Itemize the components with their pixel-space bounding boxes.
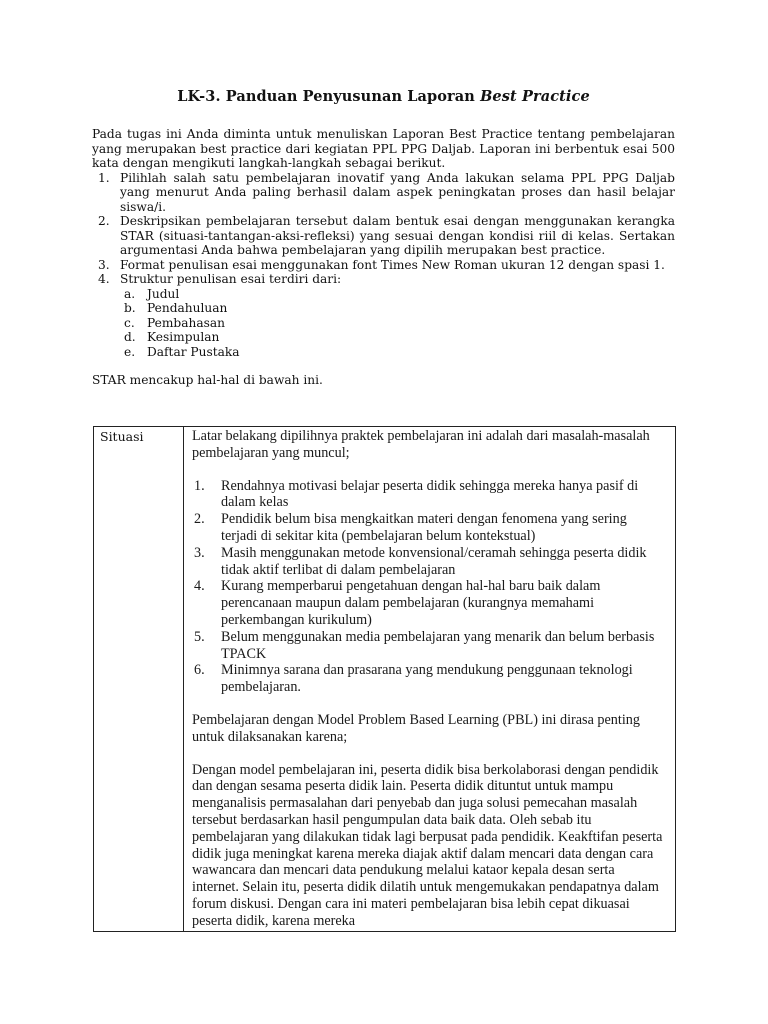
document-page	[92, 88, 675, 399]
step-item	[92, 214, 675, 258]
title-italic: Best Practice	[480, 88, 590, 105]
reason-number: 6.	[194, 662, 205, 679]
reason-item	[192, 545, 665, 579]
structure-letter: d.	[124, 330, 136, 344]
reason-item	[192, 629, 665, 663]
structure-item	[120, 330, 675, 345]
star-intro: STAR mencakup hal-hal di bawah ini.	[92, 373, 323, 387]
structure-text: Pendahuluan	[147, 301, 228, 315]
situasi-label: Situasi	[94, 427, 184, 932]
closing-paragraph: Dengan model pembelajaran ini, peserta didik bisa berkolaborasi dengan pendidik dan dengan sesama peserta didik lain. Peserta didik dituntut untuk mampu menganalisis permasalahan dari penyebab dan juga solusi pemecahan masalah tersebut berdasarkan hasil pengumpulan data baik data. Oleh sebab itu pembelajaran yang dilakukan tidak lagi berpusat pada pendidik. Keakftifan peserta didik juga meningkat karena mereka diajak aktif dalam mencari data dengan cara wawancara dan mencari data pendukung melalui kataor kepala desan serta internet. Selain itu, peserta didik dilatih untuk mengemukakan pendapatnya dalam forum diskusi. Dengan cara ini materi pembelajaran bisa lebih cepat dikuasai peserta didik, karena mereka	[192, 761, 663, 929]
title-main: LK-3. Panduan Penyusunan Laporan	[177, 88, 481, 105]
situasi-content-clip	[192, 428, 665, 931]
reason-text: Belum menggunakan media pembelajaran yang menarik dan belum berbasis TPACK	[221, 628, 655, 662]
intro-paragraph: Pada tugas ini Anda diminta untuk menuliskan Laporan Best Practice tentang pembelajaran yang merupakan best practice dari kegiatan PPL PPG Daljab. Laporan ini berbentuk esai 500 kata dengan mengikuti langkah-langkah sebagai berikut.	[92, 127, 675, 170]
step-number: 3.	[98, 257, 110, 272]
situasi-content	[184, 427, 676, 932]
spacer	[192, 696, 665, 712]
reason-item	[192, 478, 665, 512]
structure-list	[120, 287, 675, 360]
structure-item	[120, 345, 675, 360]
structure-letter: c.	[124, 315, 135, 330]
structure-item	[120, 316, 675, 331]
reason-number: 4.	[194, 578, 205, 595]
reason-text: Kurang memperbarui pengetahuan dengan hal-hal baru baik dalam perencanaan maupun dalam pembelajaran (kurangnya memahami perkembangan kurikulum)	[221, 578, 601, 628]
step-item	[92, 272, 675, 359]
reason-item	[192, 662, 665, 696]
structure-letter: b.	[124, 301, 136, 315]
step-number: 4.	[98, 272, 110, 286]
reason-item	[192, 511, 665, 545]
structure-text: Kesimpulan	[147, 330, 220, 344]
reason-number: 2.	[194, 511, 205, 528]
structure-text: Judul	[147, 286, 180, 301]
structure-letter: e.	[124, 344, 136, 359]
reason-number: 1.	[194, 477, 205, 494]
structure-text: Pembahasan	[147, 315, 225, 330]
reason-text: Minimnya sarana dan prasarana yang mendukung penggunaan teknologi pembelajaran.	[221, 662, 633, 696]
document-title	[92, 88, 675, 105]
step-text: Format penulisan esai menggunakan font Times New Roman ukuran 12 dengan spasi 1.	[120, 257, 665, 272]
step-text: Struktur penulisan esai terdiri dari:	[120, 272, 342, 286]
reason-item	[192, 578, 665, 628]
structure-item	[120, 301, 675, 316]
situasi-lead: Latar belakang dipilihnya praktek pembelajaran ini adalah dari masalah-masalah pembelajaran yang muncul;	[192, 428, 650, 461]
step-item	[92, 171, 675, 215]
spacer	[192, 462, 665, 478]
structure-letter: a.	[124, 286, 136, 301]
reason-text: Rendahnya motivasi belajar peserta didik sehingga mereka hanya pasif di dalam kelas	[221, 477, 639, 511]
reason-number: 3.	[194, 544, 205, 561]
reasons-list	[192, 478, 665, 696]
steps-list	[92, 171, 675, 360]
reason-number: 5.	[194, 628, 205, 645]
step-number: 2.	[98, 214, 110, 228]
reason-text: Pendidik belum bisa mengkaitkan materi dengan fenomena yang sering terjadi di sekitar kita (pembelajaran belum kontekstual)	[221, 511, 627, 544]
table-row	[94, 427, 676, 932]
structure-text: Daftar Pustaka	[147, 344, 240, 359]
step-number: 1.	[98, 170, 110, 185]
spacer	[192, 746, 665, 762]
star-table	[93, 426, 676, 932]
structure-item	[120, 287, 675, 302]
step-text: Deskripsikan pembelajaran tersebut dalam bentuk esai dengan menggunakan kerangka STAR (situasi-tantangan-aksi-refleksi) yang sesuai dengan kondisi riil di kelas. Sertakan argumentasi Anda bahwa pembelajaran yang dipilih merupakan best practice.	[120, 214, 675, 257]
step-item	[92, 258, 675, 273]
reason-text: Masih menggunakan metode konvensional/ceramah sehingga peserta didik tidak aktif terlibat di dalam pembelajaran	[221, 544, 647, 578]
pbl-paragraph: Pembelajaran dengan Model Problem Based Learning (PBL) ini dirasa penting untuk dilaksanakan karena;	[192, 711, 640, 745]
step-text: Pilihlah salah satu pembelajaran inovatif yang Anda lakukan selama PPL PPG Daljab yang menurut Anda paling berhasil dalam aspek peningkatan proses dan hasil belajar siswa/i.	[120, 170, 675, 214]
